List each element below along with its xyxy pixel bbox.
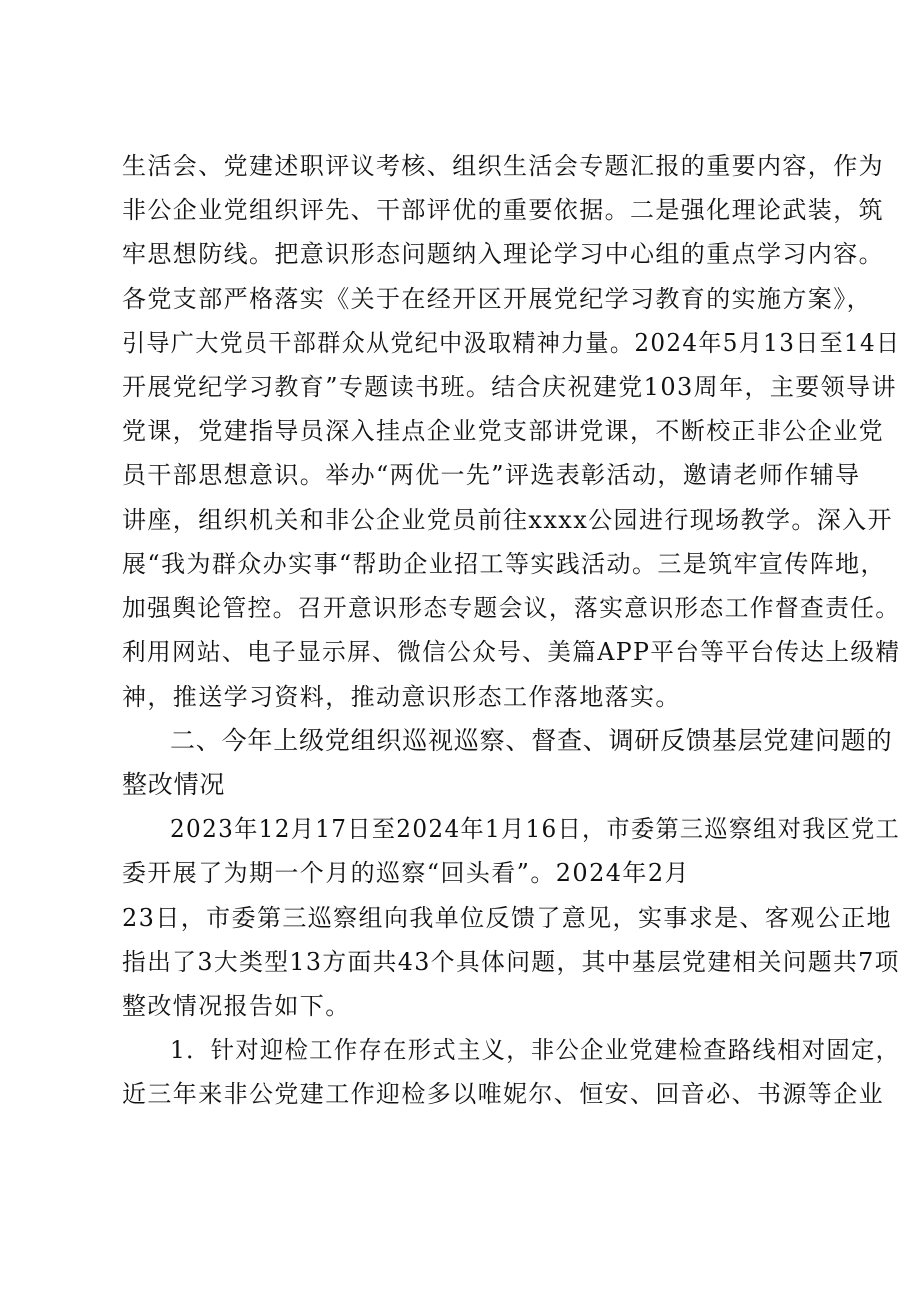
paragraph-line: 生活会、党建述职评议考核、组织生活会专题汇报的重要内容，作为 [122, 152, 884, 180]
paragraph-line: 牢思想防线。把意识形态问题纳入理论学习中心组的重点学习内容。 [122, 240, 884, 268]
paragraph-line: 指出了3大类型13方面共43个具体问题，其中基层党建相关问题共7项 [122, 948, 900, 976]
paragraph-line: 整改情况报告如下。 [122, 992, 351, 1020]
paragraph-line: 神，推送学习资料，推动意识形态工作落地落实。 [122, 683, 681, 711]
section-heading: 整改情况 [122, 770, 226, 799]
paragraph-line: 展“我为群众办实事“帮助企业招工等实践活动。三是筑牢宣传阵地， [122, 550, 886, 578]
paragraph-line: 讲座，组织机关和非公企业党员前往xxxx公园进行现场教学。深入开 [122, 506, 893, 534]
paragraph-line: 各党支部严格落实《关于在经开区开展党纪学习教育的实施方案》， [122, 285, 872, 313]
paragraph-line: 引导广大党员干部群众从党纪中汲取精神力量。2024年5月13日至14日 [122, 329, 901, 357]
paragraph-line: 开展党纪学习教育”专题读书班。结合庆祝建党103周年，主要领导讲 [122, 373, 897, 401]
paragraph-line: 非公企业党组织评先、干部评优的重要依据。二是强化理论武装，筑 [122, 196, 884, 224]
section-heading: 二、今年上级党组织巡视巡察、督查、调研反馈基层党建问题的 [170, 726, 893, 755]
paragraph-line: 近三年来非公党建工作迎检多以唯妮尔、恒安、回音必、书源等企业 [122, 1080, 884, 1108]
paragraph-line: 委开展了为期一个月的巡察“回头看”。2024年2月 [122, 859, 690, 887]
paragraph-line: 利用网站、电子显示屏、微信公众号、美篇APP平台等平台传达上级精 [122, 638, 901, 666]
paragraph-line: 员干部思想意识。举办“两优一先”评选表彰活动，邀请老师作辅导 [122, 461, 861, 489]
paragraph-line: 党课，党建指导员深入挂点企业党支部讲党课，不断校正非公企业党 [122, 417, 884, 445]
paragraph-line: 1．针对迎检工作存在形式主义，非公企业党建检查路线相对固定， [170, 1036, 901, 1064]
paragraph-line: 2023年12月17日至2024年1月16日，市委第三巡察组对我区党工 [170, 815, 901, 843]
paragraph-line: 23日，市委第三巡察组向我单位反馈了意见，实事求是、客观公正地 [122, 904, 892, 932]
paragraph-line: 加强舆论管控。召开意识形态专题会议，落实意识形态工作督查责任。 [122, 594, 901, 622]
